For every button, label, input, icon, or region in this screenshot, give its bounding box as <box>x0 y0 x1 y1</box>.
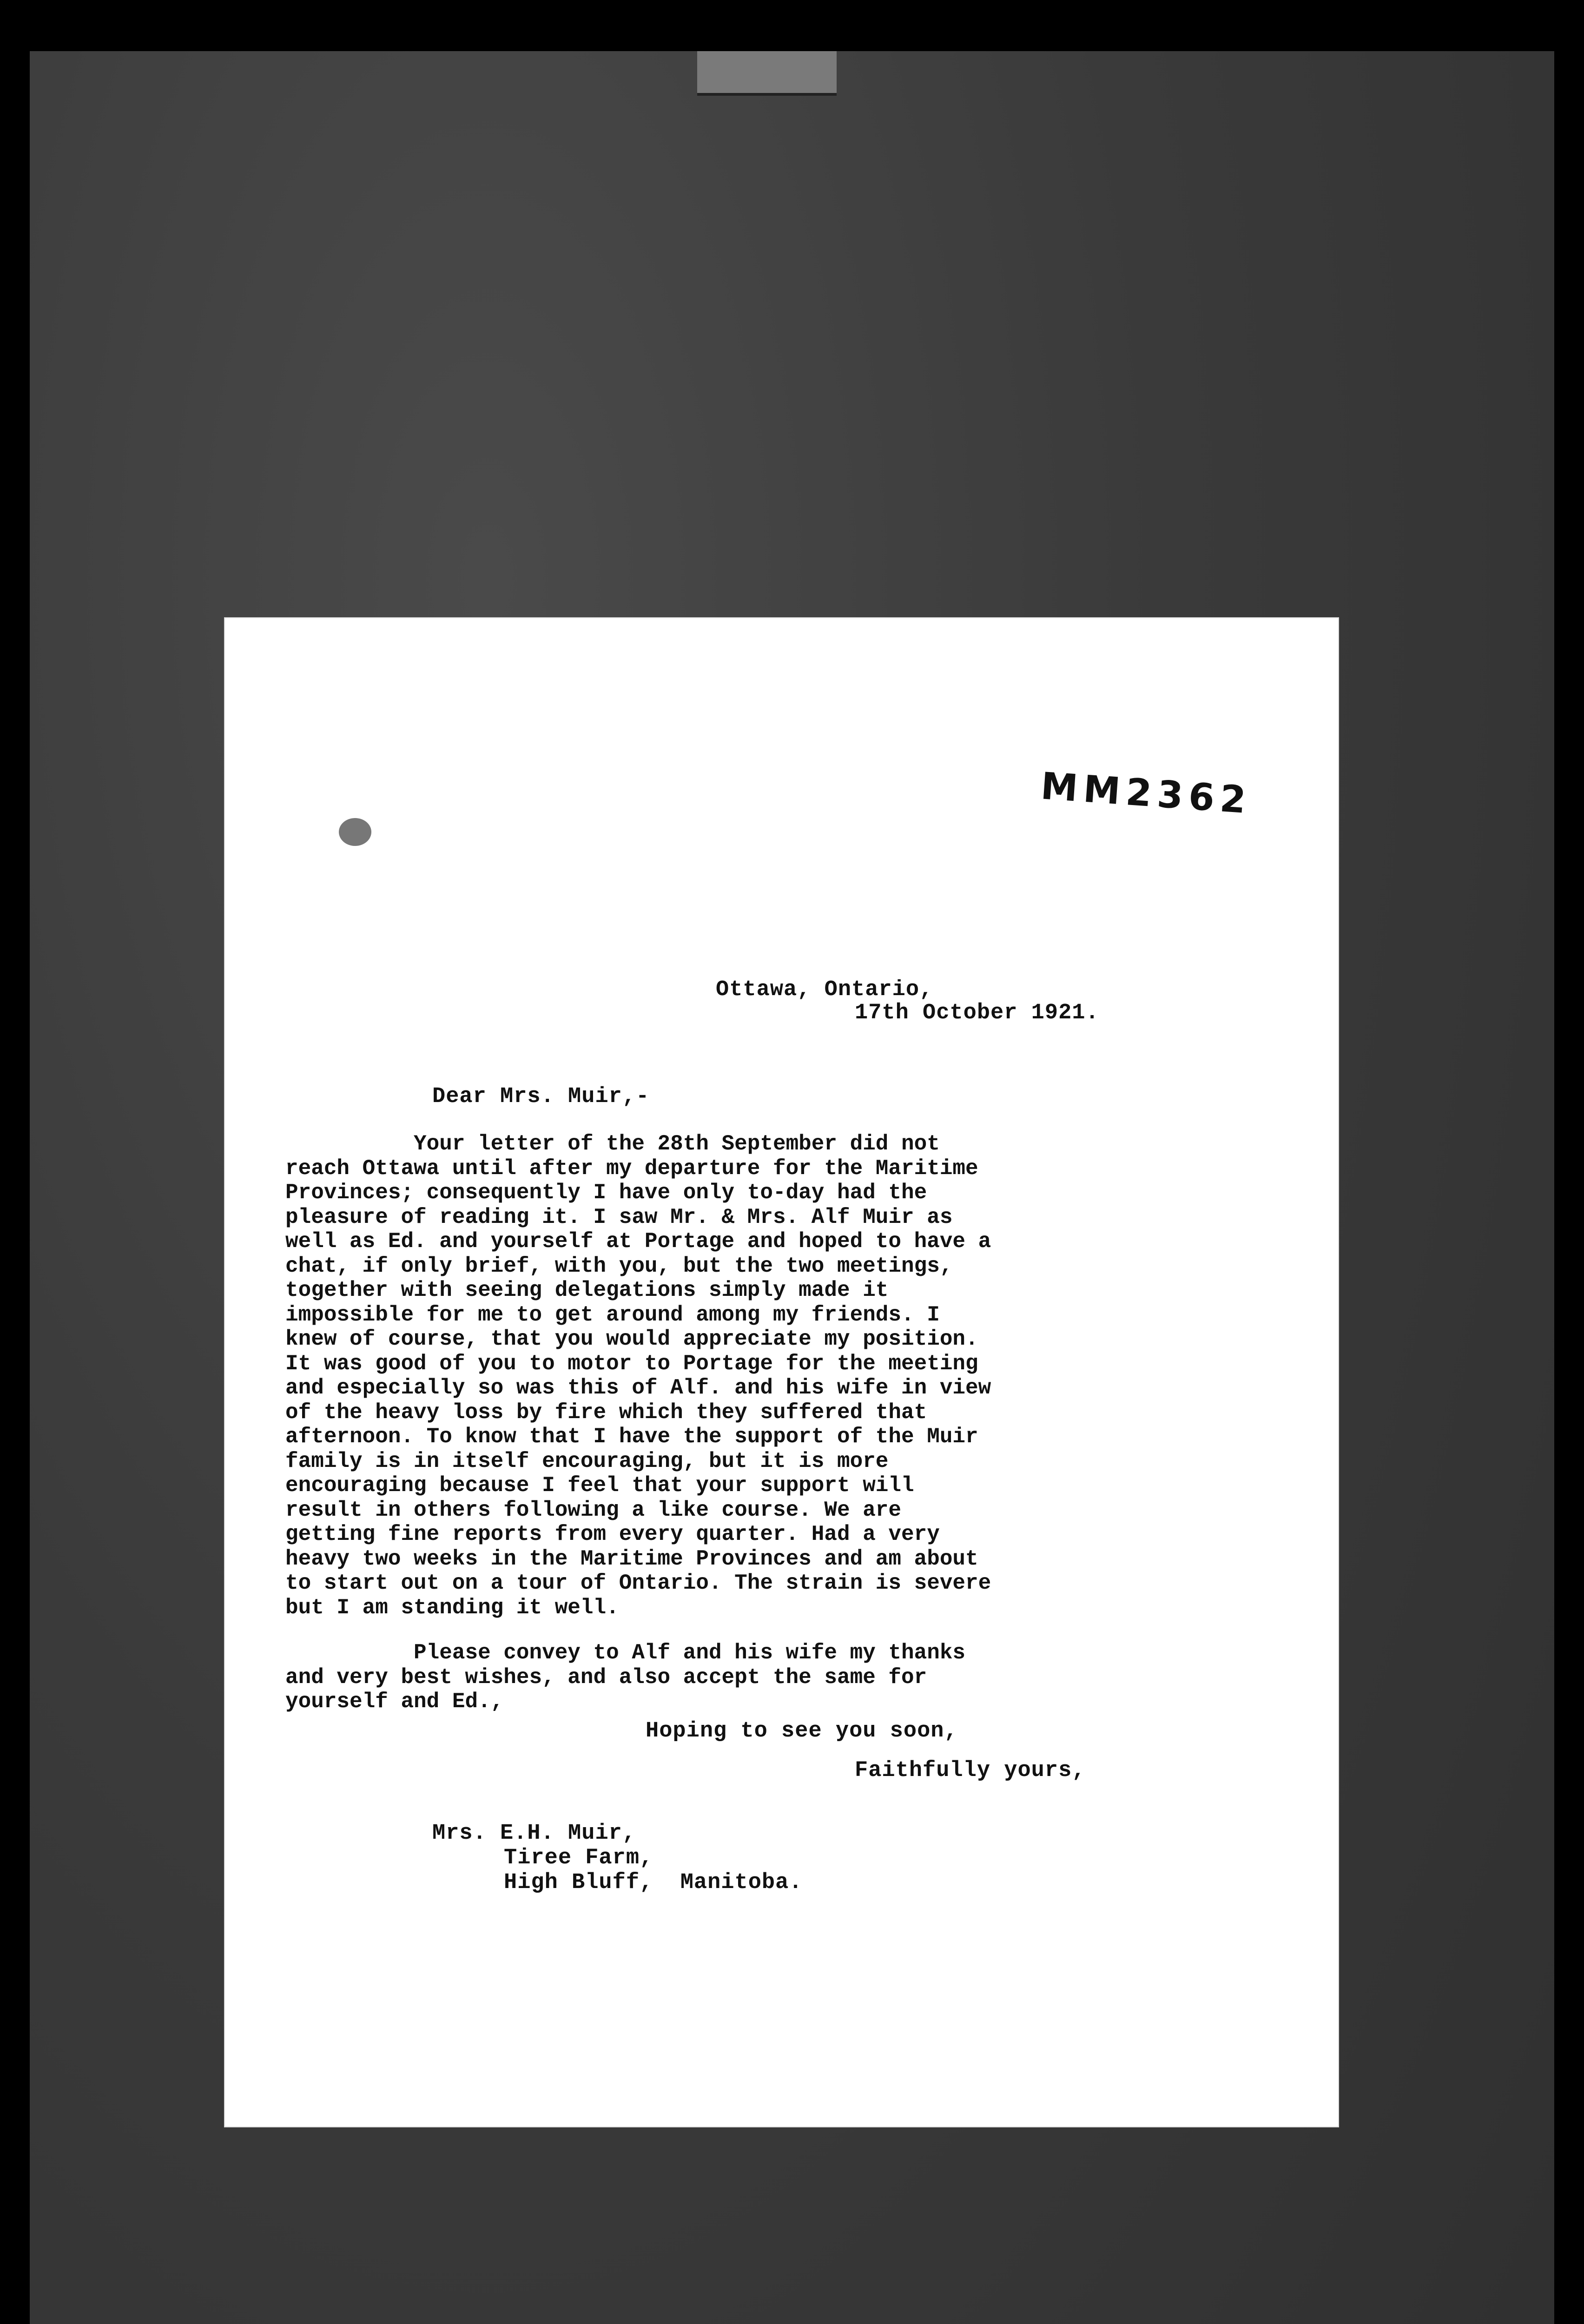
recipient-place <box>504 1871 803 1895</box>
closing: Faithfully yours, <box>855 1758 1086 1783</box>
salutation: Dear Mrs. Muir,- <box>432 1084 650 1109</box>
recipient-farm: Tiree Farm, <box>504 1846 653 1870</box>
recipient-name <box>432 1822 636 1845</box>
recipient-place-text: High Bluff, <box>504 1870 653 1895</box>
letter-place: Ottawa, Ontario, <box>716 977 933 1002</box>
paragraph-1 <box>285 1132 991 1620</box>
document-number: MM2362 <box>1039 764 1253 822</box>
paragraph-1-text: Your letter of the 28th September did not reach Ottawa until after my departure for the Maritime Provinces; consequently I have only to-day had the pleasure of reading it. I saw Mr. & Mrs. Alf Muir as well as Ed. and yourself at Portage and hoped to have a chat, if only brief, with you, but the two meetings, together with seeing delegations simply made it impossible for me to get around among my friends. I knew of course, that you would appreciate my position. It was good of you to motor to Portage for the meeting and especially so was this of Alf. and his wife in view of the heavy loss by fire which they suffered that afternoon. To know that I have the support of the Muir family is in itself encouraging, but it is more encouraging because I feel that your support will result in others following a like course. We are getting fine reports from every quarter. Had a very heavy two weeks in the Maritime Provinces and am about to start out on a tour of Ontario. The strain is severe but I am standing it well. <box>285 1132 991 1620</box>
punch-hole <box>339 818 371 846</box>
paragraph-2-text: Please convey to Alf and his wife my thanks and very best wishes, and also accept the same for yourself and Ed., <box>285 1641 966 1714</box>
letter-date: 17th October 1921. <box>855 1001 1099 1025</box>
recipient-province: Manitoba. <box>680 1870 803 1895</box>
recipient-name-text: Mrs. E.H. Muir, <box>432 1821 636 1846</box>
paragraph-2 <box>285 1641 965 1714</box>
letter-page <box>225 618 1338 2126</box>
paragraph-3: Hoping to see you soon, <box>646 1719 958 1743</box>
binder-clip <box>697 51 837 96</box>
